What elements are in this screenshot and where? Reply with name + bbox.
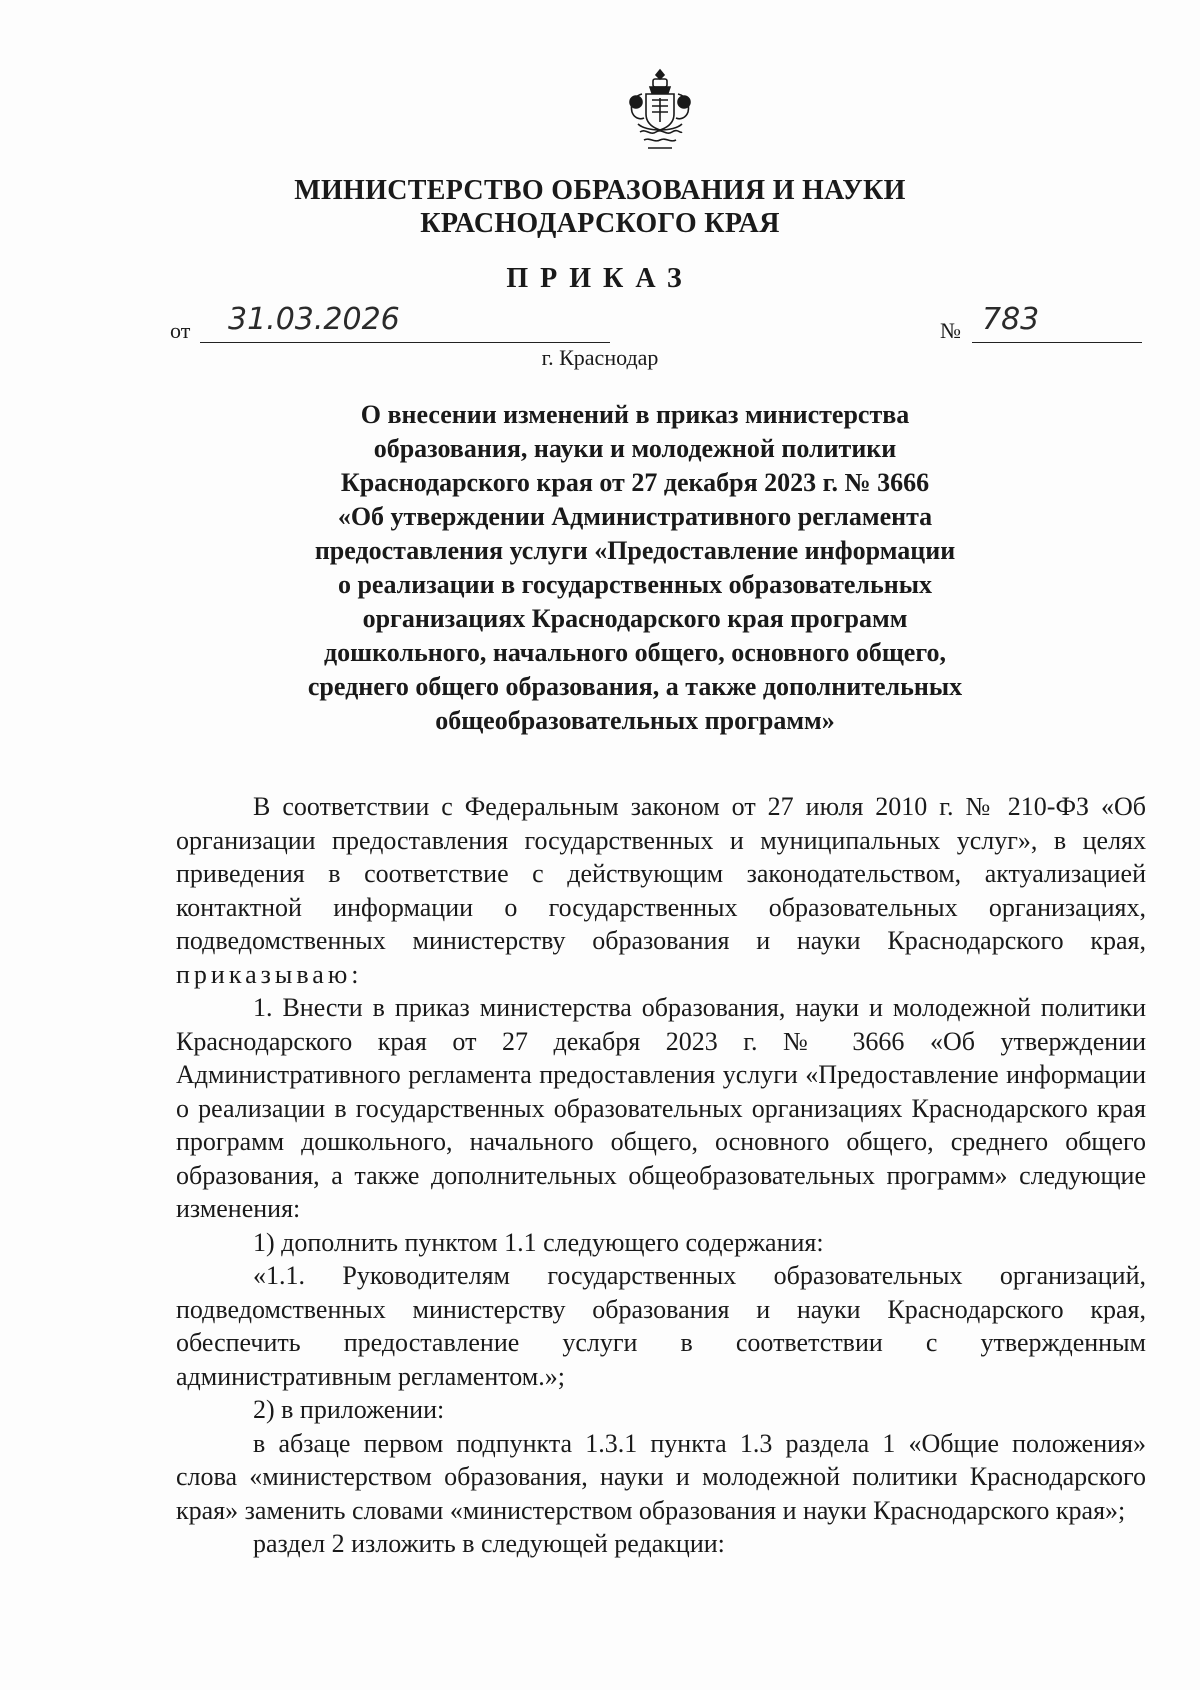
subject-line: среднего общего образования, а также дополнительных (307, 672, 963, 701)
subject-line: дошкольного, начального общего, основного общего, (323, 638, 947, 667)
order-word: приказываю: (176, 959, 363, 989)
subject-line: Краснодарского края от 27 декабря 2023 г. № 3666 (340, 468, 930, 497)
subject-line: предоставления услуги «Предоставление информации (314, 536, 956, 565)
subject-line: «Об утверждении Административного регламента (337, 502, 933, 531)
city: г. Краснодар (541, 345, 659, 370)
coat-of-arms-icon (622, 68, 698, 154)
ministry-name-line1: МИНИСТЕРСТВО ОБРАЗОВАНИЯ И НАУКИ (294, 175, 906, 206)
item-1-1-text-paragraph: «1.1. Руководителям государственных образовательных организаций, подведомственных министерству образования и науки Краснодарского края, обеспечить предоставление услуги в соответствии с утвержденным административным регламентом.»; (176, 1261, 1146, 1391)
ministry-name-line2: КРАСНОДАРСКОГО КРАЯ (420, 208, 780, 239)
subject-line: о реализации в государственных образовательных (337, 570, 933, 599)
item-1-2-text-paragraph: в абзаце первом подпункта 1.3.1 пункта 1.3 раздела 1 «Общие положения» слова «министерством образования, науки и молодежной политики Краснодарского края» заменить словами «министерством образования и науки Краснодарского края»; (176, 1428, 1146, 1525)
number-value: 783 (982, 302, 1040, 337)
order-body (176, 790, 1146, 1561)
preamble-paragraph (176, 790, 1146, 991)
order-subject (290, 398, 980, 738)
subject-line: организациях Краснодарского края программ (362, 604, 908, 633)
item-1-2-last-paragraph: раздел 2 изложить в следующей редакции: (253, 1529, 725, 1558)
ministry-name (0, 174, 1200, 240)
subject-line: О внесении изменений в приказ министерства (360, 400, 910, 429)
number-label: № (940, 318, 961, 343)
subject-line: образования, науки и молодежной политики (373, 434, 897, 463)
date-label: от (170, 318, 191, 343)
date-value: 31.03.2026 (228, 302, 400, 337)
order-title: ПРИКАЗ (506, 263, 694, 294)
number-underline (972, 342, 1142, 343)
item-1-2-paragraph: 2) в приложении: (253, 1395, 445, 1424)
preamble-text: В соответствии с Федеральным законом от 27 июля 2010 г. № 210-ФЗ «Об организации предоставления государственных и муниципальных услуг», в целях приведения в соответствие с действующим законодательством, актуализацией контактной информации о государственных образовательных организациях, подведомственных министерству образования и науки Краснодарского края, (176, 792, 1146, 955)
date-underline (200, 342, 610, 343)
item-1-1-paragraph: 1) дополнить пунктом 1.1 следующего содержания: (253, 1227, 824, 1257)
subject-line: общеобразовательных программ» (435, 706, 835, 735)
item-1-paragraph: 1. Внести в приказ министерства образования, науки и молодежной политики Краснодарского края от 27 декабря 2023 г. № 3666 «Об утверждении Административного регламента предоставления услуги «Предоставление информации о реализации в государственных образовательных организациях Краснодарского края программ дошкольного, начального общего, основного общего, среднего общего образования, а также дополнительных общеобразовательных программ» следующие изменения: (176, 993, 1146, 1223)
